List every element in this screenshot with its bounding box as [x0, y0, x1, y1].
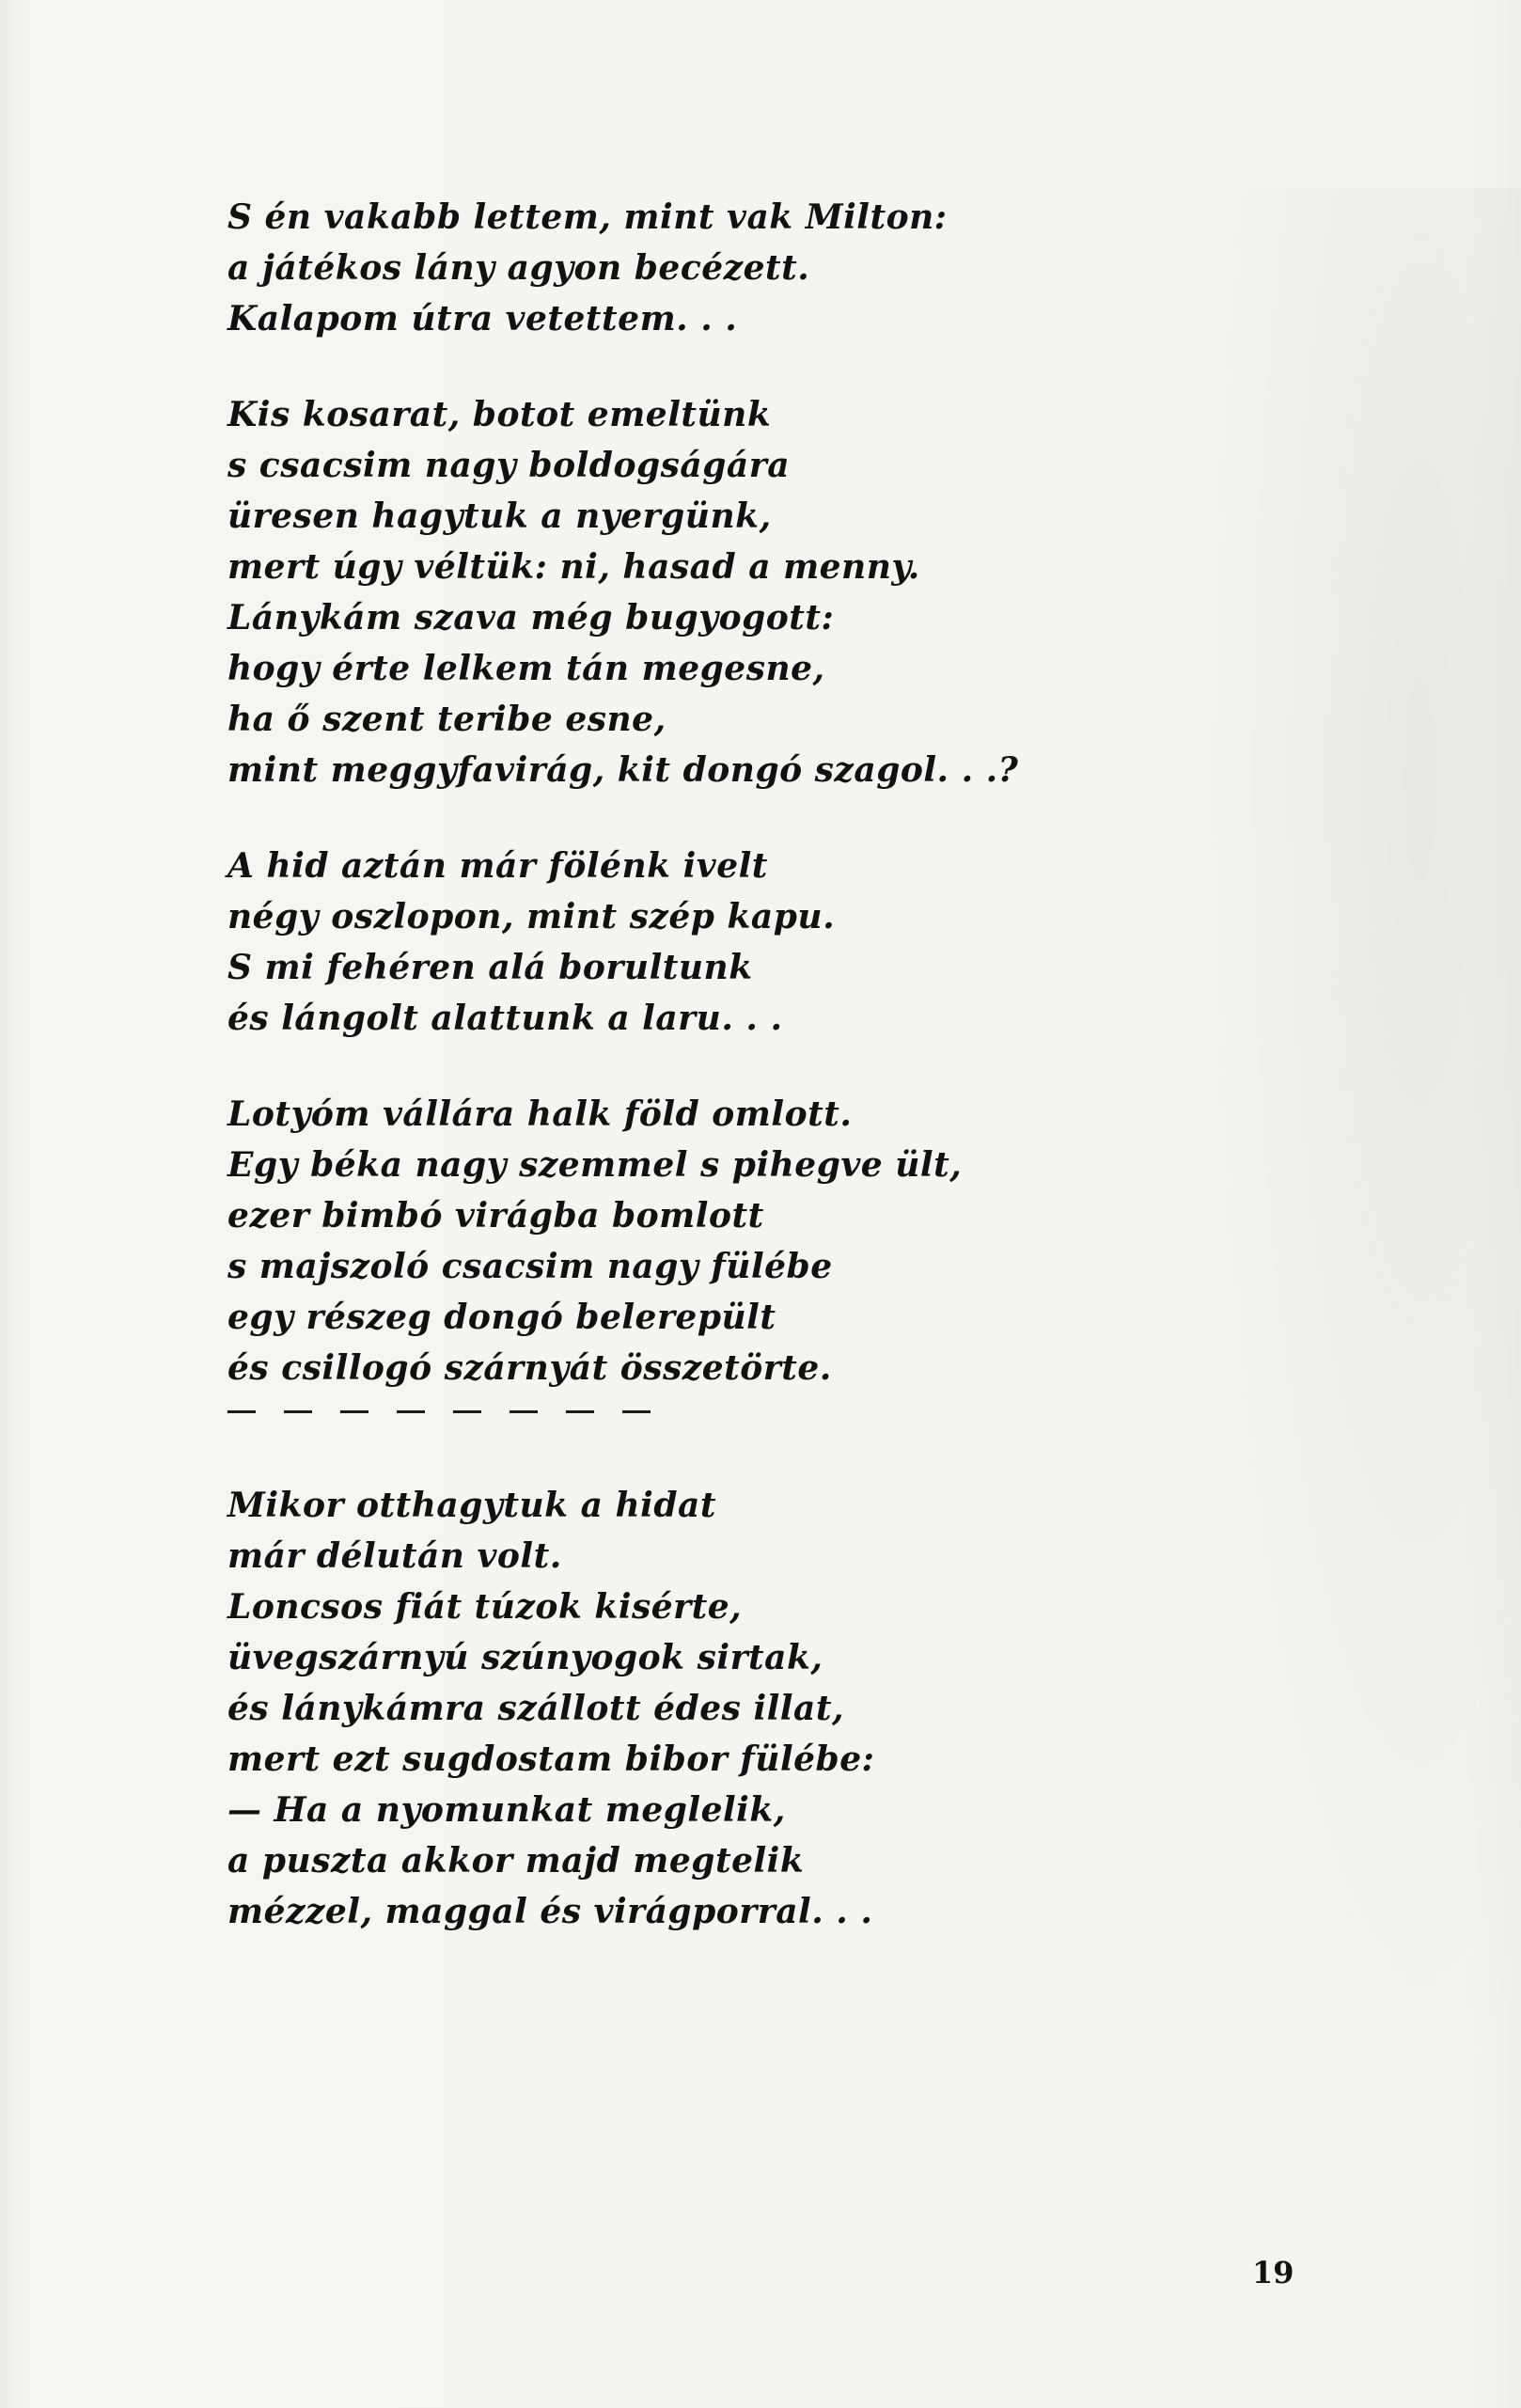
stanza-4: [227, 1089, 1356, 1393]
poem-line: ha ő szent teribe esne,: [227, 700, 666, 739]
poem-line: és lánykámra szállott édes illat,: [227, 1689, 844, 1728]
stanza-gap: [227, 795, 1356, 841]
poem-line: a puszta akkor majd megtelik: [227, 1841, 805, 1881]
poem-line: mert ezt sugdostam bibor fülébe:: [227, 1739, 875, 1779]
poem-line: a játékos lány agyon becézett.: [227, 248, 810, 288]
separator-dash: [566, 1410, 594, 1413]
separator-dash: [510, 1410, 538, 1413]
poem-line: S én vakabb lettem, mint vak Milton:: [227, 197, 948, 237]
poem-line: és csillogó szárnyát összetörte.: [227, 1348, 832, 1388]
poem-line: Lotyóm vállára halk föld omlott.: [227, 1094, 853, 1134]
poem-line: A hid aztán már fölénk ivelt: [227, 846, 768, 886]
poem-line: Loncsos fiát túzok kisérte,: [227, 1587, 743, 1627]
poem-line: Kalapom útra vetettem. . .: [227, 299, 738, 338]
stanza-gap: [227, 1044, 1356, 1089]
poem-line: négy oszlopon, mint szép kapu.: [227, 897, 836, 936]
separator-dash: [622, 1410, 651, 1413]
page-number: 19: [1252, 2255, 1294, 2290]
poem-line: — Ha a nyomunkat meglelik,: [227, 1790, 786, 1830]
separator-dash: [227, 1410, 256, 1413]
poem-line: üvegszárnyú szúnyogok sirtak,: [227, 1638, 823, 1677]
separator-dash: [340, 1410, 368, 1413]
section-separator: [227, 1397, 1356, 1425]
poem-line: s csacsim nagy boldogságára: [227, 446, 791, 485]
stanza-3: [227, 841, 1356, 1044]
poem-line: s majszoló csacsim nagy fülébe: [227, 1247, 833, 1286]
poem-line: Mikor otthagytuk a hidat: [227, 1486, 716, 1525]
poem-line: üresen hagytuk a nyergünk,: [227, 496, 772, 536]
stanza-gap: [227, 344, 1356, 389]
poem-line: és lángolt alattunk a laru. . .: [227, 999, 783, 1038]
poem-line: már délután volt.: [227, 1536, 562, 1576]
poem-text: [227, 192, 1356, 1937]
stanza-5: [227, 1480, 1356, 1937]
poem-line: Egy béka nagy szemmel s pihegve ült,: [227, 1145, 963, 1185]
stanza-2: [227, 389, 1356, 795]
poem-line: S mi fehéren alá borultunk: [227, 948, 753, 987]
separator-dash: [397, 1410, 425, 1413]
stanza-1: [227, 192, 1356, 344]
poem-line: ezer bimbó virágba bomlott: [227, 1196, 764, 1235]
poem-line: Lánykám szava még bugyogott:: [227, 598, 835, 637]
separator-dash: [453, 1410, 481, 1413]
poem-line: egy részeg dongó belerepült: [227, 1298, 776, 1337]
separator-dash: [284, 1410, 312, 1413]
poem-line: mint meggyfavirág, kit dongó szagol. . .?: [227, 750, 1019, 790]
stanza-gap: [227, 1425, 1356, 1480]
poem-line: mert úgy véltük: ni, hasad a menny.: [227, 547, 920, 587]
poem-line: Kis kosarat, botot emeltünk: [227, 395, 772, 434]
poem-line: hogy érte lelkem tán megesne,: [227, 649, 825, 688]
poem-line: mézzel, maggal és virágporral. . .: [227, 1892, 873, 1931]
